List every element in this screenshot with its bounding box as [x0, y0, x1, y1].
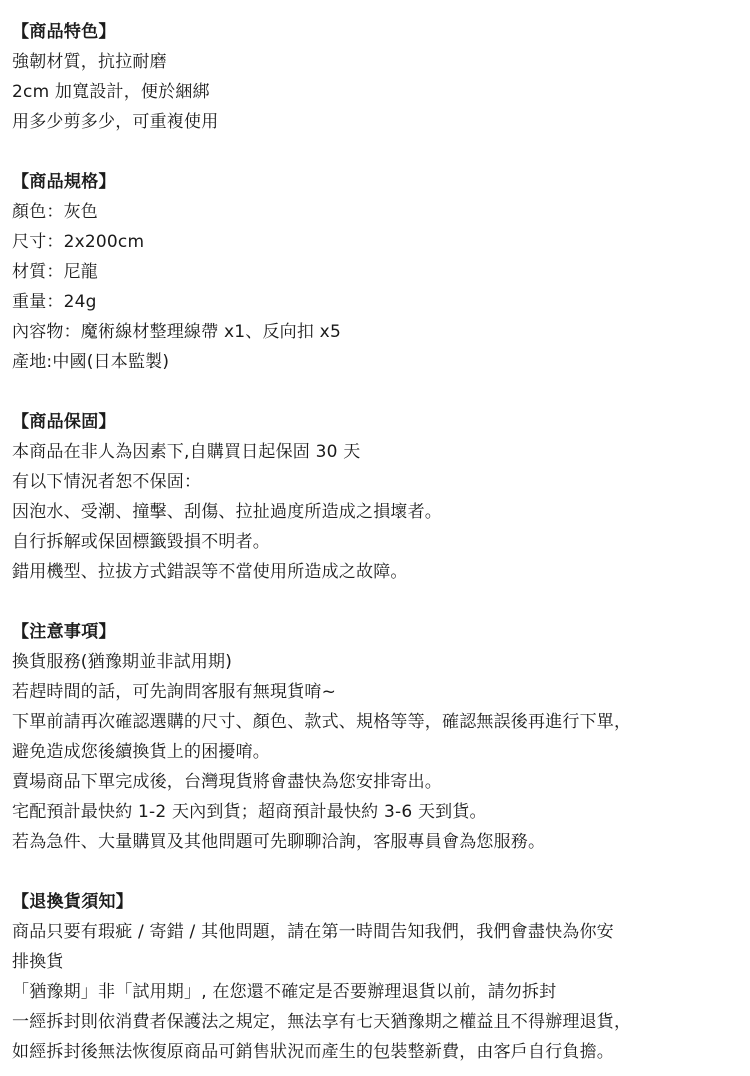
text-line: 重量：24g — [12, 292, 97, 312]
section-heading: 【商品特色】 — [12, 22, 116, 42]
section-returns — [12, 887, 750, 1067]
section-specifications — [12, 167, 750, 377]
text-line: 如經拆封後無法恢復原商品可銷售狀況而產生的包裝整新費，由客戶自行負擔。 — [12, 1042, 614, 1062]
text-line: 商品只要有瑕疵 / 寄錯 / 其他問題，請在第一時間告知我們，我們會盡快為你安 — [12, 922, 614, 942]
text-line: 有以下情況者恕不保固： — [12, 472, 202, 492]
text-line: 產地:中國(日本監製) — [12, 352, 170, 372]
text-line: 賣場商品下單完成後，台灣現貨將會盡快為您安排寄出。 — [12, 772, 442, 792]
section-warranty — [12, 407, 750, 587]
section-notes — [12, 617, 750, 857]
text-line: 自行拆解或保固標籤毀損不明者。 — [12, 532, 270, 552]
text-line: 若為急件、大量購買及其他問題可先聊聊洽詢，客服專員會為您服務。 — [12, 832, 546, 852]
text-line: 錯用機型、拉拔方式錯誤等不當使用所造成之故障。 — [12, 562, 408, 582]
text-line: 尺寸：2x200cm — [12, 232, 145, 252]
text-line: 本商品在非人為因素下,自購買日起保固 30 天 — [12, 442, 361, 462]
text-line: 強韌材質，抗拉耐磨 — [12, 52, 167, 72]
section-heading: 【商品規格】 — [12, 172, 116, 192]
text-line: 「猶豫期」非「試用期」, 在您還不確定是否要辦理退貨以前，請勿拆封 — [12, 982, 557, 1002]
text-line: 一經拆封則依消費者保護法之規定，無法享有七天猶豫期之權益且不得辦理退貨， — [12, 1012, 632, 1032]
text-line: 換貨服務(猶豫期並非試用期) — [12, 652, 233, 672]
text-line: 避免造成您後續換貨上的困擾唷。 — [12, 742, 270, 762]
text-line: 2cm 加寬設計，便於綑綁 — [12, 82, 210, 102]
text-line: 材質：尼龍 — [12, 262, 98, 282]
section-heading: 【商品保固】 — [12, 412, 116, 432]
text-line: 內容物：魔術線材整理線帶 x1、反向扣 x5 — [12, 322, 341, 342]
text-line: 若趕時間的話，可先詢問客服有無現貨唷~ — [12, 682, 337, 702]
text-line: 宅配預計最快約 1-2 天內到貨；超商預計最快約 3-6 天到貨。 — [12, 802, 487, 822]
text-line: 下單前請再次確認選購的尺寸、顏色、款式、規格等等，確認無誤後再進行下單， — [12, 712, 632, 732]
text-line: 因泡水、受潮、撞擊、刮傷、拉扯過度所造成之損壞者。 — [12, 502, 442, 522]
section-features — [12, 17, 750, 137]
text-line: 用多少剪多少，可重複使用 — [12, 112, 219, 132]
text-line: 顏色：灰色 — [12, 202, 98, 222]
text-line: 排換貨 — [12, 952, 64, 972]
section-heading: 【退換貨須知】 — [12, 892, 134, 912]
section-heading: 【注意事項】 — [12, 622, 116, 642]
